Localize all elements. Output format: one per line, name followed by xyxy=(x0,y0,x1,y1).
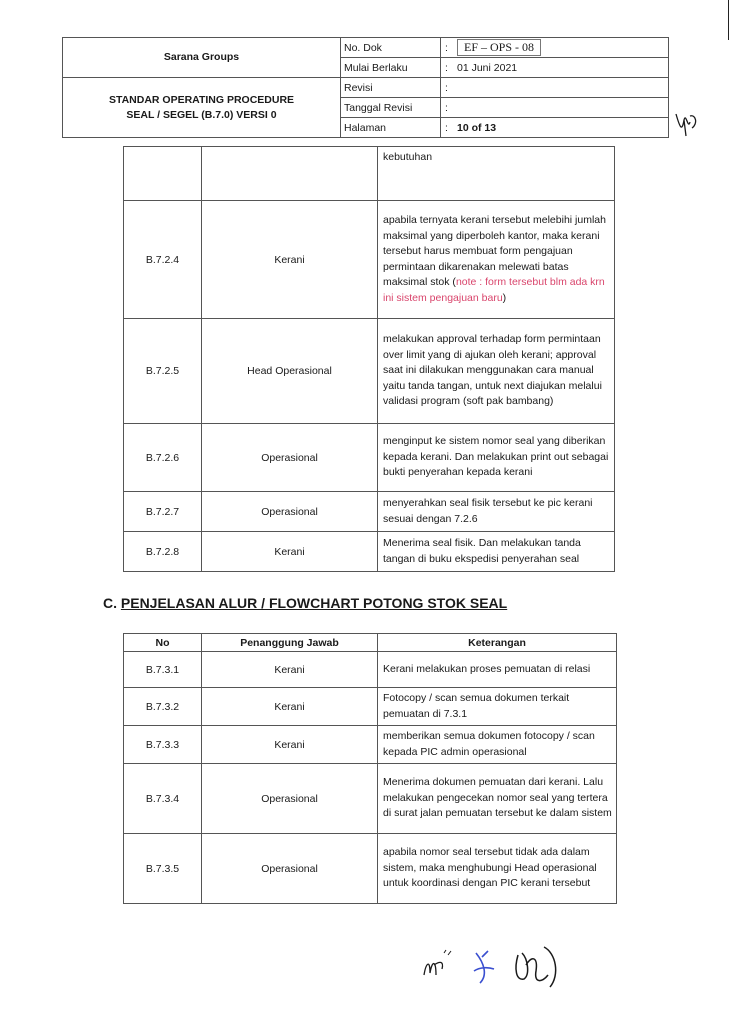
row-ket: Menerima dokumen pemuatan dari kerani. Lalu melakukan pengecekan nomor seal yang tertera di surat jalan pemuatan tersebut ke dalam sistem xyxy=(378,764,617,834)
table-row xyxy=(124,424,615,492)
row-ket: menginput ke sistem nomor seal yang diberikan kepada kerani. Dan melakukan print out sebagai bukti penyerahan kepada kerani xyxy=(378,424,615,492)
table-row xyxy=(124,492,615,532)
table-row xyxy=(124,834,617,904)
note-text: note : form tersebut blm ada krn ini sistem pengajuan baru xyxy=(383,276,605,304)
header-no: No xyxy=(124,634,202,652)
row-no: B.7.2.5 xyxy=(124,319,202,424)
row-ket: memberikan semua dokumen fotocopy / scan kepada PIC admin operasional xyxy=(378,726,617,764)
row-no: B.7.3.3 xyxy=(124,726,202,764)
row-no xyxy=(124,147,202,201)
row-pj xyxy=(202,147,378,201)
row-no: B.7.3.1 xyxy=(124,652,202,688)
header-initials-signature xyxy=(672,108,702,138)
row-ket: menyerahkan seal fisik tersebut ke pic kerani sesuai dengan 7.2.6 xyxy=(378,492,615,532)
row-pj: Operasional xyxy=(202,834,378,904)
table-row xyxy=(124,726,617,764)
section-c-title: C. PENJELASAN ALUR / FLOWCHART POTONG STOK SEAL xyxy=(103,595,508,611)
row-pj: Kerani xyxy=(202,532,378,572)
field-value-tanggal-revisi: : xyxy=(441,98,669,118)
row-no: B.7.3.4 xyxy=(124,764,202,834)
procedure-table-b72 xyxy=(123,146,615,572)
procedure-table-b73 xyxy=(123,633,617,904)
row-no: B.7.2.8 xyxy=(124,532,202,572)
table-row xyxy=(124,319,615,424)
header-pj: Penanggung Jawab xyxy=(202,634,378,652)
table-row xyxy=(124,147,615,201)
row-pj: Operasional xyxy=(202,492,378,532)
table-row xyxy=(124,201,615,319)
header-ket: Keterangan xyxy=(378,634,617,652)
scan-edge-line xyxy=(728,0,729,40)
field-label-mulai-berlaku: Mulai Berlaku xyxy=(341,58,441,78)
approval-signatures xyxy=(418,935,588,995)
row-no: B.7.3.2 xyxy=(124,688,202,726)
table-header-row xyxy=(124,634,617,652)
table-row xyxy=(124,652,617,688)
row-ket: melakukan approval terhadap form permintaan over limit yang di ajukan oleh kerani; approval saat ini dilakukan menggunakan cara manual yaitu tanda tangan, untuk next diajukan melalui validasi program (soft pak bambang) xyxy=(378,319,615,424)
table-row xyxy=(124,688,617,726)
row-ket: Fotocopy / scan semua dokumen terkait pemuatan di 7.3.1 xyxy=(378,688,617,726)
field-value-revisi: : xyxy=(441,78,669,98)
row-pj: Kerani xyxy=(202,201,378,319)
row-pj: Operasional xyxy=(202,424,378,492)
document-header xyxy=(62,37,669,138)
row-no: B.7.3.5 xyxy=(124,834,202,904)
table-row xyxy=(124,532,615,572)
field-value-no-dok: : EF – OPS - 08 xyxy=(441,38,669,58)
document-title: STANDAR OPERATING PROCEDURE SEAL / SEGEL (B.7.0) VERSI 0 xyxy=(63,78,341,138)
field-label-no-dok: No. Dok xyxy=(341,38,441,58)
table-row xyxy=(124,764,617,834)
field-label-halaman: Halaman xyxy=(341,118,441,138)
row-ket: Menerima seal fisik. Dan melakukan tanda tangan di buku ekspedisi penyerahan seal xyxy=(378,532,615,572)
row-pj: Kerani xyxy=(202,652,378,688)
row-pj: Kerani xyxy=(202,688,378,726)
field-value-mulai-berlaku: : 01 Juni 2021 xyxy=(441,58,669,78)
row-no: B.7.2.6 xyxy=(124,424,202,492)
row-pj: Operasional xyxy=(202,764,378,834)
field-label-revisi: Revisi xyxy=(341,78,441,98)
field-label-tanggal-revisi: Tanggal Revisi xyxy=(341,98,441,118)
row-ket: kebutuhan xyxy=(378,147,615,201)
row-ket: apabila nomor seal tersebut tidak ada dalam sistem, maka menghubungi Head operasional untuk koordinasi dengan PIC kerani tersebut xyxy=(378,834,617,904)
company-name: Sarana Groups xyxy=(63,38,341,78)
row-no: B.7.2.4 xyxy=(124,201,202,319)
row-ket: apabila ternyata kerani tersebut melebihi jumlah maksimal yang diperboleh kantor, maka kerani tersebut harus membuat form pengajuan permintaan dikarenakan melewati batas maksimal stok (note : form tersebut blm ada krn ini sistem pengajuan baru) xyxy=(378,201,615,319)
row-pj: Head Operasional xyxy=(202,319,378,424)
row-pj: Kerani xyxy=(202,726,378,764)
row-ket: Kerani melakukan proses pemuatan di relasi xyxy=(378,652,617,688)
field-value-halaman: : 10 of 13 xyxy=(441,118,669,138)
row-no: B.7.2.7 xyxy=(124,492,202,532)
